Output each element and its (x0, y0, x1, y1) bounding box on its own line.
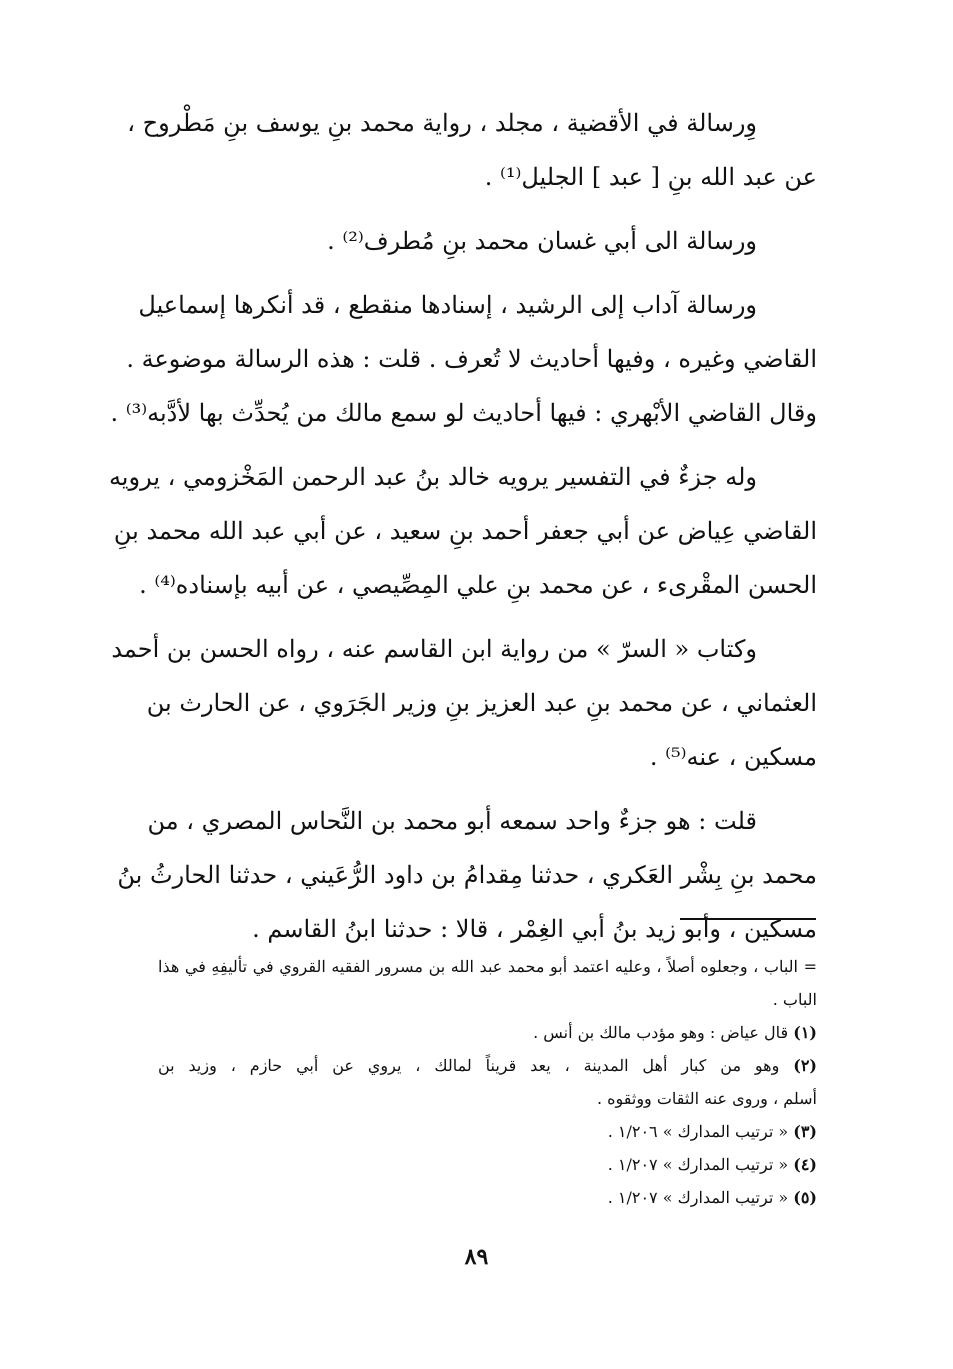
footnote-number: (٣) (793, 1122, 817, 1141)
text-line: وِرسالة في الأقضية ، مجلد ، رواية محمد بنِ يوسف بنِ مَطْروح ، (127, 109, 757, 137)
footnote-line: = الباب ، وجعلوه أصلاً ، وعليه اعتمد أبو محمد عبد الله بن مسرور الفقيه القروي في تأليفِهِ في هذا (158, 957, 817, 976)
footnote (158, 1016, 817, 1049)
paragraph (158, 214, 817, 268)
footnote (158, 1148, 817, 1181)
footnote (158, 1181, 817, 1214)
text-line: قلت : هو جزءٌ واحد سمعه أبو محمد بن النَّحاس المصري ، من (147, 807, 757, 835)
footnote-number: (٢) (793, 1056, 817, 1075)
text-line: القاضي عِياض عن أبي جعفر أحمد بنِ سعيد ، عن أبي عبد الله محمد بنِ (113, 517, 817, 545)
footnote (158, 950, 817, 1016)
footnote-number: (٤) (793, 1155, 817, 1174)
footnote (158, 1049, 817, 1115)
footnote-number: (٥) (793, 1188, 817, 1207)
text-line: ورسالة آداب إلى الرشيد ، إسنادها منقطع ، قد أنكرها إسماعيل (138, 291, 757, 319)
text-line: محمد بنِ بِشْر العَكري ، حدثنا مِقدامُ بن داود الرُّعَيني ، حدثنا الحارثُ بنُ (117, 861, 817, 889)
footnote-line: أسلم ، وروى عنه الثقات ووثقوه . (596, 1089, 817, 1108)
text-line: القاضي وغيره ، وفيها أحاديث لا تُعرف . قلت : هذه الرسالة موضوعة . (126, 345, 817, 373)
paragraph (110, 278, 817, 440)
paragraph (108, 450, 817, 612)
footnote-line: « ترتيب المدارك » ١/٢٠٧ . (607, 1188, 789, 1207)
footnote-line: وهو من كبار أهل المدينة ، يعد قريناً لمالك ، يروي عن أبي حازم ، وزيد بن (158, 1056, 780, 1075)
footnotes (158, 950, 817, 1214)
footnote-line: الباب . (772, 990, 817, 1009)
text-line: الحسن المقْرىء ، عن محمد بنِ علي المِصِّيصي ، عن أبيه بإسناده⁽⁴⁾ . (139, 571, 817, 599)
footnote (158, 1115, 817, 1148)
text-line: ورسالة الى أبي غسان محمد بنِ مُطرف⁽²⁾ . (327, 227, 757, 255)
text-line: مسكين ، وأبو زيد بنُ أبي الغِمْر ، قالا : حدثنا ابنُ القاسم . (252, 915, 817, 943)
paragraph (111, 622, 817, 784)
main-text (108, 96, 817, 966)
text-line: وله جزءٌ في التفسير يرويه خالد بنُ عبد الرحمن المَخْزومي ، يرويه (108, 463, 757, 491)
footnote-separator (680, 918, 816, 920)
text-line: وقال القاضي الأبْهري : فيها أحاديث لو سمع مالك من يُحدِّث بها لأدَّبه⁽³⁾ . (110, 399, 817, 427)
footnote-line: قال عياض : وهو مؤدب مالك بن أنس . (533, 1023, 789, 1042)
text-line: وكتاب « السرّ » من رواية ابن القاسم عنه ، رواه الحسن بن أحمد (111, 635, 757, 663)
paragraph (117, 794, 817, 956)
text-line: عن عبد الله بنِ [ عبد ] الجليل⁽¹⁾ . (484, 163, 817, 191)
text-line: العثماني ، عن محمد بنِ عبد العزيز بنِ وزير الجَرَوي ، عن الحارث بن (146, 689, 817, 717)
text-line: مسكين ، عنه⁽⁵⁾ . (649, 743, 817, 771)
paragraph (127, 96, 817, 204)
footnote-number: (١) (793, 1023, 817, 1042)
page-number: ٨٩ (464, 1244, 489, 1270)
footnote-line: « ترتيب المدارك » ١/٢٠٧ . (607, 1155, 789, 1174)
footnote-line: « ترتيب المدارك » ١/٢٠٦ . (607, 1122, 789, 1141)
